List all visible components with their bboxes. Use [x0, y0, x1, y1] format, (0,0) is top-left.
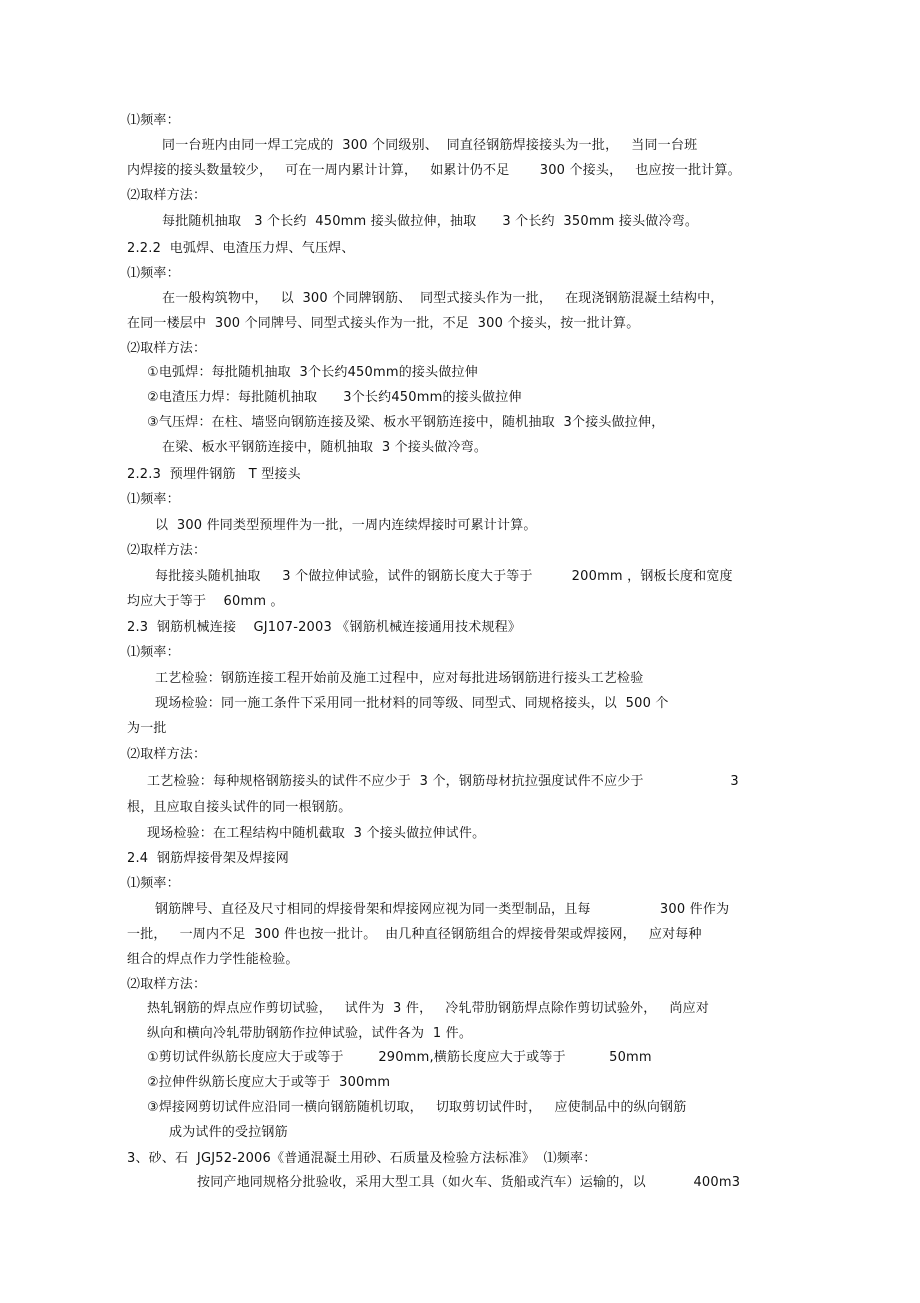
section-heading: 3、砂、石 JGJ52-2006《普通混凝土用砂、石质量及检验方法标准》 ⑴频率：: [127, 1151, 597, 1166]
text-line: 内焊接的接头数量较少， 可在一周内累计计算， 如累计仍不足 300 个接头， 也应按一批计算。: [127, 163, 741, 178]
text-line: 钢筋牌号、直径及尺寸相同的焊接骨架和焊接网应视为同一类型制品，且每 300 件作为: [155, 902, 730, 917]
text-line: 现场检验：在工程结构中随机截取 3 个接头做拉伸试件。: [147, 826, 486, 841]
text-line: ⑵取样方法：: [127, 747, 207, 762]
text-line: 现场检验：同一施工条件下采用同一批材料的同等级、同型式、同规格接头，以 500 个: [155, 696, 669, 711]
text-line: 成为试件的受拉钢筋: [169, 1125, 288, 1140]
text-line: 热轧钢筋的焊点应作剪切试验， 试件为 3 件， 冷轧带肋钢筋焊点除作剪切试验外， 尚应对: [147, 1001, 710, 1016]
text-line: ③焊接网剪切试件应沿同一横向钢筋随机切取， 切取剪切试件时， 应使制品中的纵向钢筋: [147, 1100, 687, 1115]
section-heading: 2.4 钢筋焊接骨架及焊接网: [127, 851, 289, 866]
text-line: ①电弧焊：每批随机抽取 3个长约450mm的接头做拉伸: [147, 365, 478, 380]
text-line: 在一般构筑物中， 以 300 个同牌钢筋、 同型式接头作为一批， 在现浇钢筋混凝土结构中，: [162, 291, 724, 306]
text-line: 按同产地同规格分批验收，采用大型工具（如火车、货船或汽车）运输的，以 400m3: [197, 1175, 741, 1190]
text-line: 工艺检验：钢筋连接工程开始前及施工过程中，应对每批进场钢筋进行接头工艺检验: [155, 671, 644, 686]
text-line: 每批接头随机抽取 3 个做拉伸试验，试件的钢筋长度大于等于 200mm ，钢板长度和宽度: [155, 569, 733, 584]
text-line: ⑴频率：: [127, 645, 180, 660]
text-line: ⑵取样方法：: [127, 188, 207, 203]
text-line: 同一台班内由同一焊工完成的 300 个同级别、 同直径钢筋焊接接头为一批， 当同一台班: [162, 138, 698, 153]
text-line: ①剪切试件纵筋长度应大于或等于 290mm,横筋长度应大于或等于 50mm: [147, 1050, 652, 1065]
text-line: 均应大于等于 60mm 。: [127, 594, 284, 609]
text-line: ⑴频率：: [127, 113, 180, 128]
section-heading: 2.3 钢筋机械连接 GJ107-2003 《钢筋机械连接通用技术规程》: [127, 620, 522, 635]
text-line: ③气压焊：在柱、墙竖向钢筋连接及梁、板水平钢筋连接中，随机抽取 3个接头做拉伸，: [147, 415, 665, 430]
text-line: 组合的焊点作力学性能检验。: [127, 952, 299, 967]
text-line: ②拉伸件纵筋长度应大于或等于 300mm: [147, 1075, 391, 1090]
text-line: ⑵取样方法：: [127, 543, 207, 558]
text-line: 工艺检验：每种规格钢筋接头的试件不应少于 3 个，钢筋母材抗拉强度试件不应少于 3: [147, 774, 739, 789]
text-line: ⑴频率：: [127, 492, 180, 507]
text-line: 每批随机抽取 3 个长约 450mm 接头做拉伸，抽取 3 个长约 350mm 接头做冷弯。: [162, 214, 699, 229]
text-line: ②电渣压力焊：每批随机抽取 3个长约450mm的接头做拉伸: [147, 390, 522, 405]
text-line: ⑴频率：: [127, 266, 180, 281]
section-heading: 2.2.3 预埋件钢筋 T 型接头: [127, 467, 301, 482]
section-heading: 2.2.2 电弧焊、电渣压力焊、气压焊、: [127, 241, 355, 256]
text-line: ⑴频率：: [127, 876, 180, 891]
text-line: 以 300 件同类型预埋件为一批，一周内连续焊接时可累计计算。: [155, 518, 537, 533]
text-line: ⑵取样方法：: [127, 341, 207, 356]
text-line: ⑵取样方法：: [127, 977, 207, 992]
text-line: 根，且应取自接头试件的同一根钢筋。: [127, 800, 352, 815]
text-line: 在梁、板水平钢筋连接中，随机抽取 3 个接头做冷弯。: [162, 440, 488, 455]
text-line: 一批， 一周内不足 300 件也按一批计。 由几种直径钢筋组合的焊接骨架或焊接网， 应对每种: [127, 927, 702, 942]
text-line: 在同一楼层中 300 个同牌号、同型式接头作为一批，不足 300 个接头，按一批计算。: [127, 316, 640, 331]
text-line: 纵向和横向冷轧带肋钢筋作拉伸试验，试件各为 1 件。: [147, 1026, 473, 1041]
text-line: 为一批: [127, 721, 167, 736]
